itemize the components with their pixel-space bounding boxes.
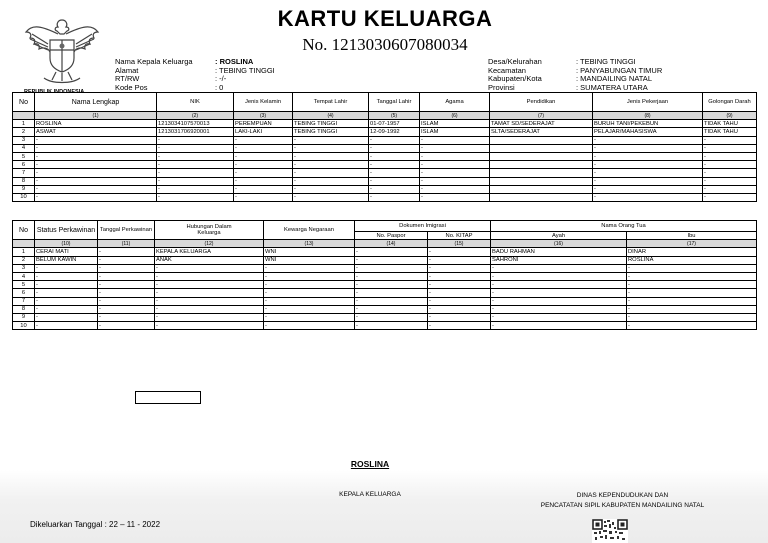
table-cell: 6 bbox=[13, 161, 35, 169]
table-cell: - bbox=[369, 193, 420, 201]
table1-column-numbers bbox=[13, 112, 757, 120]
table-cell: - bbox=[264, 264, 355, 272]
table-cell: - bbox=[35, 177, 157, 185]
table-cell: - bbox=[703, 136, 757, 144]
table-cell: - bbox=[491, 281, 627, 289]
table-cell: - bbox=[428, 305, 491, 313]
table-cell: - bbox=[264, 305, 355, 313]
table-cell: PELAJAR/MAHASISWA bbox=[593, 128, 703, 136]
table-cell: PEREMPUAN bbox=[234, 120, 293, 128]
table-cell: - bbox=[355, 248, 428, 256]
table-cell: 1 bbox=[13, 120, 35, 128]
table-cell: LAKI-LAKI bbox=[234, 128, 293, 136]
field-value: : PANYABUNGAN TIMUR bbox=[576, 65, 663, 75]
table-cell: - bbox=[155, 313, 264, 321]
table-cell: - bbox=[98, 272, 155, 280]
table-cell: - bbox=[703, 185, 757, 193]
table2-column-numbers bbox=[13, 240, 757, 248]
table-cell: - bbox=[234, 144, 293, 152]
field-label: Kecamatan bbox=[488, 65, 526, 75]
table1-header-cell: NIK bbox=[157, 93, 234, 112]
table-cell: - bbox=[355, 297, 428, 305]
table-cell: - bbox=[155, 289, 264, 297]
family-members-table bbox=[12, 92, 757, 202]
table-cell: - bbox=[428, 272, 491, 280]
field-value: : -/- bbox=[215, 74, 227, 84]
table-cell: - bbox=[293, 144, 369, 152]
table2-column-number: (11) bbox=[98, 240, 155, 248]
table-cell: 10 bbox=[13, 193, 35, 201]
table-cell: 1 bbox=[13, 248, 35, 256]
table-row bbox=[13, 144, 757, 152]
table-cell bbox=[490, 169, 593, 177]
table-cell: - bbox=[35, 152, 157, 160]
table-cell: - bbox=[157, 136, 234, 144]
table-cell: - bbox=[35, 272, 98, 280]
table-cell: - bbox=[264, 313, 355, 321]
table-cell: CERAI MATI bbox=[35, 248, 98, 256]
table-cell: TEBING TINGGI bbox=[293, 128, 369, 136]
table-cell: 7 bbox=[13, 297, 35, 305]
field-label: Nama Kepala Keluarga bbox=[115, 57, 193, 66]
table-cell: - bbox=[627, 272, 757, 280]
table-cell: 2 bbox=[13, 128, 35, 136]
table-cell: - bbox=[98, 281, 155, 289]
table-cell: - bbox=[98, 256, 155, 264]
table-cell: BADU RAHMAN bbox=[491, 248, 627, 256]
table-cell: 9 bbox=[13, 313, 35, 321]
header-left-block bbox=[115, 58, 275, 92]
table-cell: KEPALA KELUARGA bbox=[155, 248, 264, 256]
table-cell: - bbox=[35, 185, 157, 193]
table-cell: - bbox=[293, 161, 369, 169]
table2-header-status: Status Perkawinan bbox=[35, 221, 98, 240]
table-cell: - bbox=[420, 161, 490, 169]
table-cell: - bbox=[627, 313, 757, 321]
table2-column-number: (14) bbox=[355, 240, 428, 248]
table-cell: - bbox=[428, 297, 491, 305]
table1-column-number: (9) bbox=[703, 112, 757, 120]
table-cell: - bbox=[355, 305, 428, 313]
table-row bbox=[13, 297, 757, 305]
table-cell: - bbox=[293, 169, 369, 177]
table-cell: - bbox=[369, 144, 420, 152]
table1-header-cell: Golongan Darah bbox=[703, 93, 757, 112]
table-cell: - bbox=[627, 289, 757, 297]
table-cell: - bbox=[627, 322, 757, 330]
table-row bbox=[13, 264, 757, 272]
table-cell: 10 bbox=[13, 322, 35, 330]
table-cell: - bbox=[428, 248, 491, 256]
table-cell: - bbox=[593, 136, 703, 144]
table-cell: - bbox=[369, 152, 420, 160]
table-cell: - bbox=[35, 322, 98, 330]
table-cell: - bbox=[703, 144, 757, 152]
table-cell: BURUH TANI/PEKEBUN bbox=[593, 120, 703, 128]
table2-header-father: Ayah bbox=[491, 232, 627, 240]
table-cell: - bbox=[234, 185, 293, 193]
table-cell: - bbox=[491, 313, 627, 321]
table2-column-number: (17) bbox=[627, 240, 757, 248]
table-cell bbox=[490, 144, 593, 152]
table-cell: 1213034107570013 bbox=[157, 120, 234, 128]
table-cell: - bbox=[155, 322, 264, 330]
table-row bbox=[13, 128, 757, 136]
table-cell: - bbox=[157, 169, 234, 177]
table-cell: - bbox=[264, 297, 355, 305]
table-cell: TIDAK TAHU bbox=[703, 128, 757, 136]
table-row bbox=[13, 193, 757, 201]
table-cell: - bbox=[157, 144, 234, 152]
table-row bbox=[13, 177, 757, 185]
table-cell: - bbox=[293, 177, 369, 185]
table-cell: - bbox=[355, 313, 428, 321]
table-row bbox=[13, 289, 757, 297]
table-cell: 1213031706920001 bbox=[157, 128, 234, 136]
table-cell: SAHRONI bbox=[491, 256, 627, 264]
table2-header-no: No bbox=[13, 221, 35, 240]
table-cell: - bbox=[593, 144, 703, 152]
table-cell: - bbox=[491, 289, 627, 297]
table-cell bbox=[490, 136, 593, 144]
table2-header-passport: No. Paspor bbox=[355, 232, 428, 240]
table-cell: - bbox=[428, 289, 491, 297]
table-cell: - bbox=[293, 152, 369, 160]
table-row bbox=[13, 185, 757, 193]
agency-line-2: PENCATATAN SIPIL KABUPATEN MANDAILING NATAL bbox=[540, 502, 705, 509]
table-cell: - bbox=[98, 305, 155, 313]
table-cell: - bbox=[35, 305, 98, 313]
table1-column-number: (5) bbox=[369, 112, 420, 120]
table-cell: 9 bbox=[13, 185, 35, 193]
table-cell: - bbox=[155, 297, 264, 305]
table-cell: - bbox=[155, 264, 264, 272]
table-cell: - bbox=[155, 305, 264, 313]
table-cell: - bbox=[420, 144, 490, 152]
signer-title: KEPALA KELUARGA bbox=[339, 491, 401, 498]
table-cell: TEBING TINGGI bbox=[293, 120, 369, 128]
table-cell: - bbox=[703, 152, 757, 160]
table-row bbox=[13, 152, 757, 160]
stamp-box bbox=[135, 391, 201, 404]
table-cell: - bbox=[355, 322, 428, 330]
table-cell bbox=[490, 152, 593, 160]
table-cell: - bbox=[491, 305, 627, 313]
table-cell: - bbox=[155, 281, 264, 289]
table-cell: - bbox=[234, 177, 293, 185]
table-cell: ROSLINA bbox=[35, 120, 157, 128]
table-cell: - bbox=[593, 177, 703, 185]
table-cell: 8 bbox=[13, 177, 35, 185]
table-cell: 12-09-1992 bbox=[369, 128, 420, 136]
table-row bbox=[13, 305, 757, 313]
table2-column-number bbox=[13, 240, 35, 248]
table-cell: - bbox=[355, 264, 428, 272]
table-cell: TIDAK TAHU bbox=[703, 120, 757, 128]
table-cell: - bbox=[264, 272, 355, 280]
field-label: RT/RW bbox=[115, 74, 140, 84]
table-cell: - bbox=[98, 248, 155, 256]
table-cell: - bbox=[35, 264, 98, 272]
table-cell: - bbox=[264, 289, 355, 297]
table-cell: - bbox=[234, 152, 293, 160]
table-cell: SLTA/SEDERAJAT bbox=[490, 128, 593, 136]
table-cell: - bbox=[234, 161, 293, 169]
country-caption: REPUBLIK INDONESIA bbox=[24, 89, 85, 95]
table-cell: ROSLINA bbox=[627, 256, 757, 264]
table-cell: 5 bbox=[13, 281, 35, 289]
table-cell: - bbox=[369, 169, 420, 177]
table-cell: - bbox=[35, 313, 98, 321]
table1-header-cell: No bbox=[13, 93, 35, 112]
table1-header-row bbox=[13, 93, 757, 112]
field-label: Kode Pos bbox=[115, 82, 148, 92]
garuda-emblem-icon bbox=[22, 10, 102, 90]
table-row bbox=[13, 281, 757, 289]
table2-header-date: Tanggal Perkawinan bbox=[98, 221, 155, 240]
table-cell: - bbox=[35, 136, 157, 144]
table-cell: - bbox=[369, 161, 420, 169]
table-cell: - bbox=[593, 161, 703, 169]
table-cell bbox=[490, 177, 593, 185]
table-cell: - bbox=[627, 264, 757, 272]
table-cell: WNI bbox=[264, 248, 355, 256]
table-cell: - bbox=[234, 136, 293, 144]
table-cell: - bbox=[703, 193, 757, 201]
table-cell: - bbox=[293, 136, 369, 144]
table-cell: - bbox=[627, 305, 757, 313]
issuing-agency bbox=[505, 491, 740, 511]
table-cell: TAMAT SD/SEDERAJAT bbox=[490, 120, 593, 128]
table-cell: - bbox=[420, 169, 490, 177]
table-cell: - bbox=[703, 161, 757, 169]
marital-status-table bbox=[12, 220, 757, 330]
table-cell: 4 bbox=[13, 144, 35, 152]
table1-column-number: (6) bbox=[420, 112, 490, 120]
table-cell: 01-07-1957 bbox=[369, 120, 420, 128]
table-cell: 3 bbox=[13, 264, 35, 272]
field-value: : SUMATERA UTARA bbox=[576, 82, 648, 92]
table-cell: - bbox=[428, 322, 491, 330]
table-row bbox=[13, 322, 757, 330]
field-value: : MANDAILING NATAL bbox=[576, 74, 652, 84]
table2-column-number: (13) bbox=[264, 240, 355, 248]
table1-header-cell: Tanggal Lahir bbox=[369, 93, 420, 112]
table-row bbox=[13, 161, 757, 169]
table-cell: - bbox=[35, 169, 157, 177]
field-label: Desa/Kelurahan bbox=[488, 57, 542, 66]
table1-column-number: (7) bbox=[490, 112, 593, 120]
table-cell: - bbox=[98, 322, 155, 330]
table2-header-mother: Ibu bbox=[627, 232, 757, 240]
table-cell: - bbox=[420, 136, 490, 144]
table2-column-number: (12) bbox=[155, 240, 264, 248]
table-cell: 8 bbox=[13, 305, 35, 313]
header-right-block bbox=[488, 58, 662, 92]
table-cell: - bbox=[157, 177, 234, 185]
table-cell: - bbox=[35, 193, 157, 201]
table1-column-number: (1) bbox=[35, 112, 157, 120]
agency-line-1: DINAS KEPENDUDUKAN DAN bbox=[576, 492, 669, 499]
table-cell: - bbox=[491, 297, 627, 305]
table-cell: - bbox=[35, 281, 98, 289]
table-cell: - bbox=[593, 185, 703, 193]
table-cell: - bbox=[428, 313, 491, 321]
table-row bbox=[13, 120, 757, 128]
table-cell: ISLAM bbox=[420, 120, 490, 128]
table-cell: - bbox=[420, 185, 490, 193]
table-cell: 4 bbox=[13, 272, 35, 280]
table-cell: - bbox=[157, 185, 234, 193]
table1-header-cell: Agama bbox=[420, 93, 490, 112]
signer-name: ROSLINA bbox=[350, 459, 390, 469]
field-value: : ROSLINA bbox=[215, 57, 254, 66]
table-cell: - bbox=[428, 264, 491, 272]
table-cell: - bbox=[420, 193, 490, 201]
table2-column-number: (16) bbox=[491, 240, 627, 248]
table-cell: BELUM KAWIN bbox=[35, 256, 98, 264]
table-row bbox=[13, 169, 757, 177]
table-cell: - bbox=[703, 177, 757, 185]
table-cell: - bbox=[234, 193, 293, 201]
table-cell: - bbox=[98, 297, 155, 305]
table1-column-number: (4) bbox=[293, 112, 369, 120]
table-cell: 7 bbox=[13, 169, 35, 177]
table-cell: - bbox=[593, 152, 703, 160]
table2-column-number: (15) bbox=[428, 240, 491, 248]
table-cell bbox=[490, 185, 593, 193]
issued-date: Dikeluarkan Tanggal : 22 – 11 - 2022 bbox=[30, 520, 161, 529]
table1-column-number bbox=[13, 112, 35, 120]
table-cell: - bbox=[234, 169, 293, 177]
field-value: : TEBING TINGGI bbox=[576, 57, 636, 66]
table2-header-immigration: Dokumen Imigrasi bbox=[355, 221, 491, 232]
table-cell: 2 bbox=[13, 256, 35, 264]
table-cell: 3 bbox=[13, 136, 35, 144]
table2-header-relation: Hubungan Dalam Keluarga bbox=[155, 221, 264, 240]
table2-header-row bbox=[13, 221, 757, 232]
table-cell: - bbox=[355, 256, 428, 264]
table-cell bbox=[490, 193, 593, 201]
table-cell: ISLAM bbox=[420, 128, 490, 136]
field-value: : TEBING TINGGI bbox=[215, 65, 275, 75]
table-cell: - bbox=[155, 272, 264, 280]
table-cell: - bbox=[491, 322, 627, 330]
table-cell: - bbox=[491, 264, 627, 272]
table-cell: - bbox=[491, 272, 627, 280]
table-row bbox=[13, 272, 757, 280]
field-value: : 0 bbox=[215, 82, 224, 92]
table-row bbox=[13, 313, 757, 321]
table1-header-cell: Pendidikan bbox=[490, 93, 593, 112]
table-cell: - bbox=[157, 152, 234, 160]
table-cell: - bbox=[98, 289, 155, 297]
table-cell: - bbox=[293, 193, 369, 201]
qr-code-icon bbox=[592, 519, 628, 543]
table-cell: - bbox=[35, 161, 157, 169]
table-row bbox=[13, 136, 757, 144]
table-cell: - bbox=[98, 264, 155, 272]
table-cell: - bbox=[369, 185, 420, 193]
table-cell: - bbox=[355, 272, 428, 280]
table-cell: - bbox=[703, 169, 757, 177]
table-cell: - bbox=[264, 281, 355, 289]
table-cell: - bbox=[593, 169, 703, 177]
table1-column-number: (8) bbox=[593, 112, 703, 120]
table2-header-citizenship: Kewarga Negaraan bbox=[264, 221, 355, 240]
table-cell: - bbox=[157, 193, 234, 201]
table-cell: - bbox=[157, 161, 234, 169]
table-cell: - bbox=[420, 177, 490, 185]
table-cell: - bbox=[355, 289, 428, 297]
table-cell: - bbox=[428, 281, 491, 289]
document-title: KARTU KELUARGA bbox=[277, 6, 493, 31]
table-cell: - bbox=[98, 313, 155, 321]
table-cell: - bbox=[593, 193, 703, 201]
table1-column-number: (3) bbox=[234, 112, 293, 120]
table-cell: - bbox=[293, 185, 369, 193]
table-cell: - bbox=[369, 177, 420, 185]
table1-header-cell: Jenis Pekerjaan bbox=[593, 93, 703, 112]
table1-header-cell: Tempat Lahir bbox=[293, 93, 369, 112]
table-cell: - bbox=[627, 297, 757, 305]
table-cell: - bbox=[264, 322, 355, 330]
table-cell: - bbox=[35, 144, 157, 152]
table-cell: 5 bbox=[13, 152, 35, 160]
document-number: No. 1213030607080034 bbox=[302, 35, 468, 54]
table-cell: - bbox=[428, 256, 491, 264]
table-cell: ANAK bbox=[155, 256, 264, 264]
table-cell: ASWAT bbox=[35, 128, 157, 136]
table-cell: - bbox=[35, 289, 98, 297]
table-cell: - bbox=[355, 281, 428, 289]
table2-header-kitap: No. KITAP bbox=[428, 232, 491, 240]
table-row bbox=[13, 248, 757, 256]
table-cell: - bbox=[420, 152, 490, 160]
field-label: Kabupaten/Kota bbox=[488, 74, 542, 84]
table-row bbox=[13, 256, 757, 264]
table1-header-cell: Nama Lengkap bbox=[35, 93, 157, 112]
table1-column-number: (2) bbox=[157, 112, 234, 120]
table2-header-parents: Nama Orang Tua bbox=[491, 221, 757, 232]
table-cell: - bbox=[369, 136, 420, 144]
field-label: Alamat bbox=[115, 65, 139, 75]
table-cell: - bbox=[627, 281, 757, 289]
table-cell: DINAR bbox=[627, 248, 757, 256]
field-label: Provinsi bbox=[488, 82, 515, 92]
table1-header-cell: Jenis Kelamin bbox=[234, 93, 293, 112]
table-cell: 6 bbox=[13, 289, 35, 297]
table-cell: WNI bbox=[264, 256, 355, 264]
table-cell bbox=[490, 161, 593, 169]
table-cell: - bbox=[35, 297, 98, 305]
table2-column-number: (10) bbox=[35, 240, 98, 248]
